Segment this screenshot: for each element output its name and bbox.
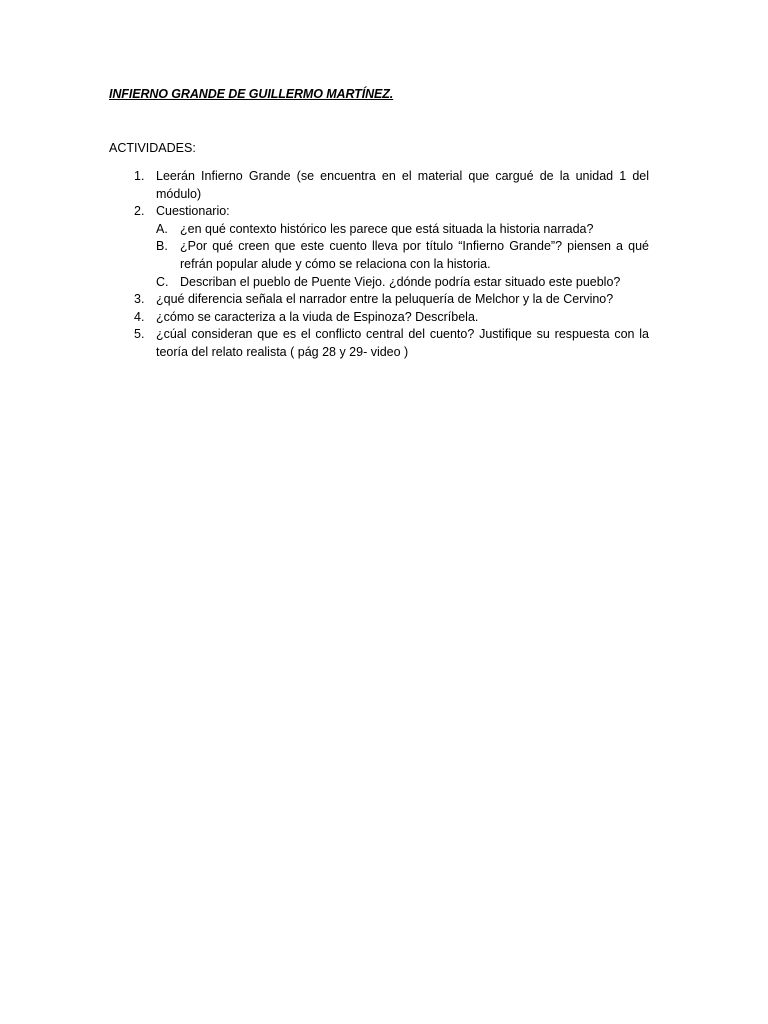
subitem-letter: B. <box>156 239 168 254</box>
item-number: 2. <box>134 204 145 219</box>
item-text: Cuestionario: <box>156 204 230 219</box>
item-number: 5. <box>134 327 145 342</box>
subitem-text: Describan el pueblo de Puente Viejo. ¿dónde podría estar situado este pueblo? <box>180 274 621 289</box>
list-item <box>109 326 649 361</box>
item-text: ¿cúal consideran que es el conflicto central del cuento? Justifique su respuesta con la teoría del relato realista ( pág 28 y 29- video ) <box>156 327 649 359</box>
list-item <box>109 203 649 291</box>
item-text: ¿qué diferencia señala el narrador entre la peluquería de Melchor y la de Cervino? <box>156 292 614 307</box>
item-number: 4. <box>134 309 145 324</box>
list-item <box>109 168 649 203</box>
item-text: ¿cómo se caracteriza a la viuda de Espinoza? Descríbela. <box>156 309 479 324</box>
list-item <box>109 291 649 309</box>
subitem-text: ¿en qué contexto histórico les parece que está situada la historia narrada? <box>180 221 594 236</box>
item-number: 3. <box>134 292 145 307</box>
item-number: 1. <box>134 169 145 183</box>
subitem-text: ¿Por qué creen que este cuento lleva por título “Infierno Grande”? piensen a qué refrán popular alude y cómo se relaciona con la historia. <box>180 239 649 271</box>
section-heading: ACTIVIDADES: <box>109 141 196 155</box>
activities-list <box>109 168 649 362</box>
sublist-item <box>156 238 649 273</box>
subitem-letter: A. <box>156 221 168 236</box>
item-text: Leerán Infierno Grande (se encuentra en el material que cargué de la unidad 1 del módulo) <box>156 169 649 201</box>
subitem-letter: C. <box>156 274 169 289</box>
sublist-item <box>156 274 649 292</box>
document-title: INFIERNO GRANDE DE GUILLERMO MARTÍNEZ. <box>109 87 394 101</box>
sublist-item <box>156 221 649 239</box>
list-item <box>109 309 649 327</box>
